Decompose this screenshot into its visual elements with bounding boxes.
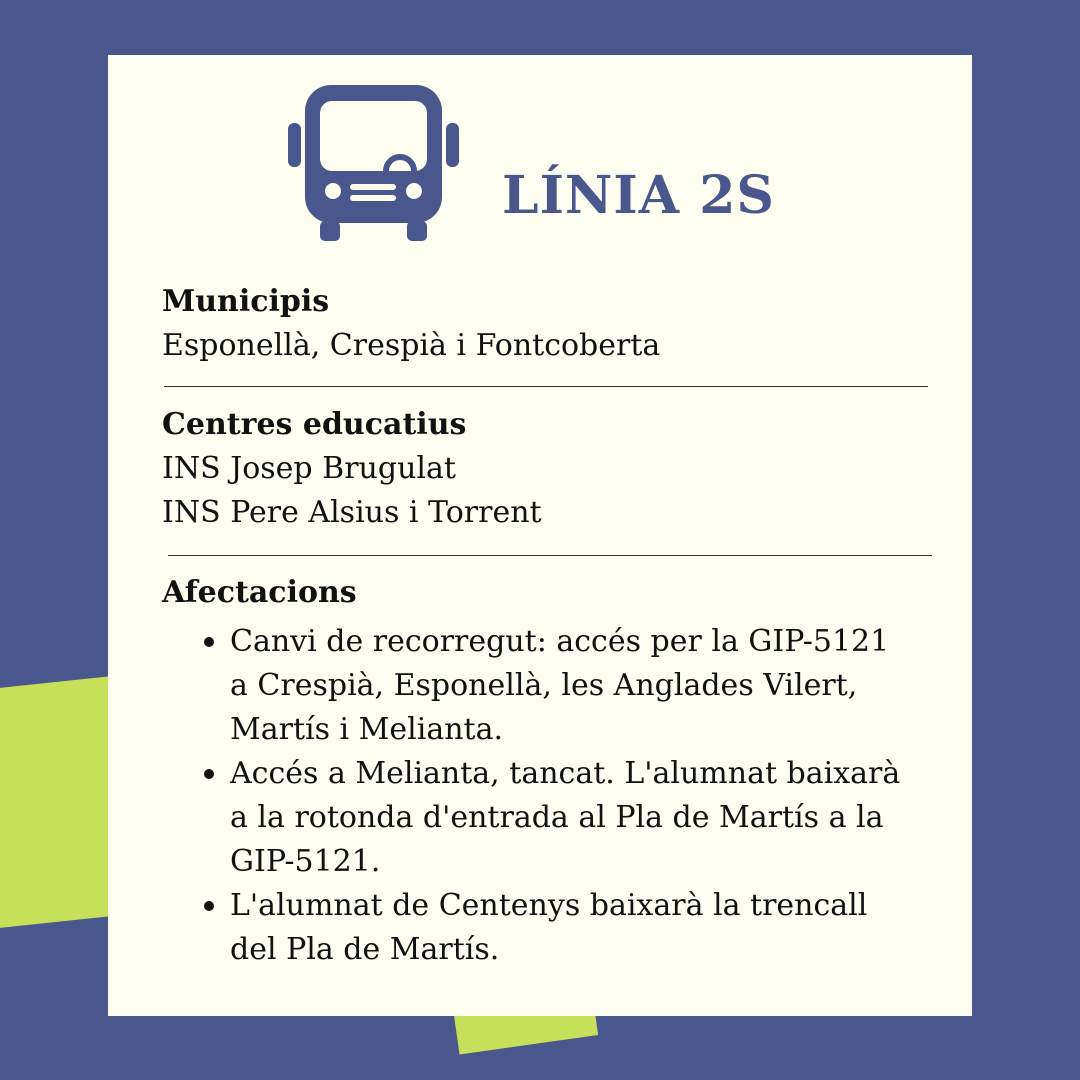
bullet-icon [204, 769, 214, 779]
line-title: LÍNIA 2S [502, 165, 775, 226]
info-card [108, 55, 972, 1016]
divider-2 [168, 555, 932, 556]
municipis-heading: Municipis [162, 284, 330, 319]
municipis-text: Esponellà, Crespià i Fontcoberta [162, 328, 661, 363]
centre-item: INS Pere Alsius i Torrent [162, 495, 542, 530]
afectacions-heading: Afectacions [162, 575, 357, 610]
card-header [288, 85, 848, 245]
centres-section [162, 403, 942, 535]
centres-heading: Centres educatius [162, 407, 467, 442]
bullet-icon [204, 901, 214, 911]
bullet-icon [204, 637, 214, 647]
divider-1 [164, 386, 928, 387]
list-item: L'alumnat de Centenys baixarà la trencall del Pla de Martís. [204, 884, 924, 972]
afectacions-list [204, 620, 924, 972]
list-item: Accés a Melianta, tancat. L'alumnat baixarà a la rotonda d'entrada al Pla de Martís a la GIP-5121. [204, 752, 924, 884]
list-item: Canvi de recorregut: accés per la GIP-5121 a Crespià, Esponellà, les Anglades Vilert, Martís i Melianta. [204, 620, 924, 752]
centre-item: INS Josep Brugulat [162, 451, 456, 486]
municipis-section [162, 280, 942, 368]
bus-icon [288, 85, 468, 245]
afectacions-section [162, 571, 942, 615]
